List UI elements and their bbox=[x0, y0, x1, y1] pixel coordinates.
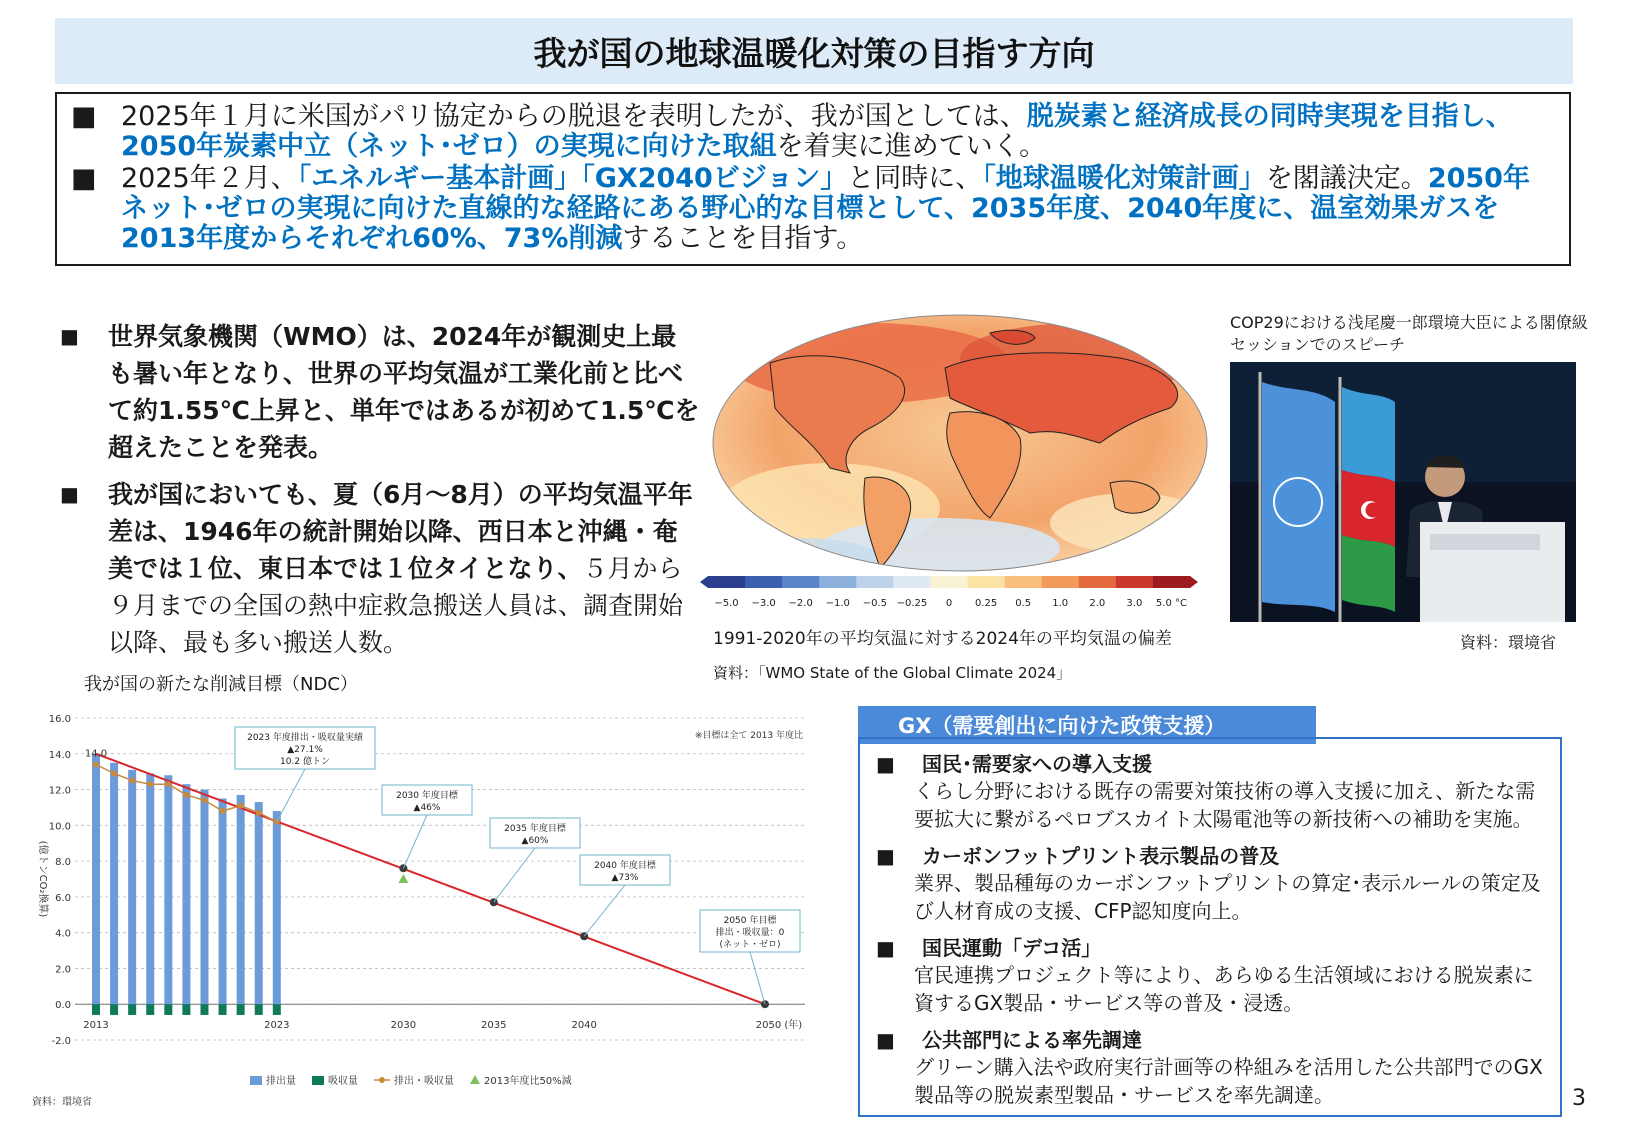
annotation-text: ▲60% bbox=[521, 836, 549, 846]
scale-swatch bbox=[1005, 576, 1043, 588]
x-tick-label: 2030 bbox=[390, 1020, 417, 1032]
scale-swatch bbox=[782, 576, 820, 588]
annotation-leader bbox=[403, 815, 427, 868]
net-point bbox=[129, 778, 135, 784]
color-scale bbox=[700, 576, 1198, 609]
bullet-square: ■ bbox=[876, 936, 895, 960]
annotation-leader bbox=[494, 848, 535, 902]
summary-text: を着実に進めていく。 bbox=[776, 131, 1047, 162]
page-number: 3 bbox=[1572, 1086, 1586, 1111]
removal-bar bbox=[92, 1004, 100, 1015]
bullet-square: ■ bbox=[876, 1028, 895, 1052]
removal-bar bbox=[219, 1004, 227, 1015]
y-tick-label: 6.0 bbox=[55, 892, 71, 904]
gx-box bbox=[858, 737, 1562, 1117]
legend-swatch-fifty bbox=[470, 1075, 480, 1084]
summary-text: 2025年１月に米国がパリ協定からの脱退を表明したが、我が国としては、 bbox=[121, 101, 1027, 132]
annotation-leader bbox=[277, 769, 305, 822]
scale-swatch bbox=[745, 576, 783, 588]
removal-bar bbox=[110, 1004, 118, 1015]
scale-tick-label: 0.25 bbox=[974, 598, 998, 609]
y-tick-label: 4.0 bbox=[55, 928, 71, 940]
annotation-text: 2035 年度目標 bbox=[504, 824, 566, 834]
fact-text: 世界気象機関（WMO）は、2024年が観測史上最も暑い年となり、世界の平均気温が工業化前と比べて約1.55℃上昇と、単年ではあるが初めて1.5℃を超えたことを発表。 bbox=[108, 322, 700, 462]
annotation-leader bbox=[584, 885, 625, 936]
legend-swatch-removal bbox=[312, 1076, 324, 1085]
y-tick-label: -2.0 bbox=[51, 1036, 71, 1047]
fifty-pct-marker bbox=[398, 874, 408, 883]
map-source: 資料：「WMO State of the Global Climate 2024」 bbox=[713, 664, 1072, 682]
scale-tick-label: −0.25 bbox=[896, 598, 928, 609]
removal-bar bbox=[273, 1004, 281, 1015]
emission-bar bbox=[164, 775, 172, 1004]
annotation-text: 2050 年目標 bbox=[723, 916, 777, 926]
minister-speech-photo bbox=[1230, 362, 1576, 622]
gx-item-body: 官民連携プロジェクト等により、あらゆる生活領域における脱炭素に資するGX製品・サービス等の普及・浸透。 bbox=[914, 963, 1534, 1015]
summary-highlight: 「エネルギー基本計画」「GX2040ビジョン」 bbox=[297, 163, 848, 194]
map-svg bbox=[700, 308, 1230, 618]
emission-bar bbox=[146, 773, 154, 1004]
ndc-chart-title: 我が国の新たな削減目標（NDC） bbox=[84, 674, 358, 695]
annotation-text: ▲27.1% bbox=[287, 745, 323, 755]
emission-bar bbox=[92, 754, 100, 1004]
ndc-chart bbox=[30, 700, 840, 1110]
emission-bar bbox=[255, 802, 263, 1004]
gx-item-head: 国民運動「デコ活」 bbox=[922, 936, 1102, 960]
gx-tab: GX（需要創出に向けた政策支援） bbox=[858, 706, 1316, 744]
annotation-text: 2030 年度目標 bbox=[396, 791, 458, 801]
legend-swatch-net-dot bbox=[379, 1077, 385, 1083]
y-tick-label: 16.0 bbox=[48, 714, 71, 725]
fact-text: ５月から９月までの全国の熱中症救急搬送人員は、調査開始以降、最も多い搬送人数。 bbox=[108, 554, 684, 657]
scale-tick-label: 0 bbox=[945, 598, 953, 609]
fact-wmo bbox=[60, 318, 700, 466]
summary-text: と同時に、 bbox=[847, 163, 983, 194]
chart-source: 資料：環境省 bbox=[32, 1097, 92, 1108]
summary-box bbox=[55, 92, 1571, 266]
emission-bar bbox=[200, 790, 208, 1005]
summary-text: 2025年２月、 bbox=[121, 163, 298, 194]
net-point bbox=[111, 770, 117, 776]
photo-illustration bbox=[1230, 362, 1576, 622]
x-tick-label: 2023 bbox=[264, 1020, 290, 1032]
scale-swatch bbox=[1116, 576, 1154, 588]
scale-swatch bbox=[1079, 576, 1117, 588]
removal-bar bbox=[164, 1004, 172, 1015]
legend-label: 排出量 bbox=[266, 1076, 296, 1087]
gx-item-head: 公共部門による率先調達 bbox=[922, 1028, 1142, 1052]
scale-tick-label: 5.0 °C bbox=[1155, 598, 1188, 609]
y-axis-label: (億トンCO₂換算) bbox=[37, 840, 48, 918]
gx-item-head: 国民･需要家への導入支援 bbox=[922, 752, 1152, 776]
gx-item bbox=[876, 751, 1544, 833]
scale-tick-label: −5.0 bbox=[714, 598, 739, 609]
emission-bar bbox=[273, 811, 281, 1004]
y-tick-label: 0.0 bbox=[55, 1000, 71, 1012]
scale-swatch bbox=[708, 576, 746, 588]
y-tick-label: 14.0 bbox=[48, 749, 71, 761]
annotation-text: 10.2 億トン bbox=[280, 757, 330, 767]
removal-bar bbox=[146, 1004, 154, 1015]
summary-highlight: 2050年ネット･ゼロの実現に向けた直線的な経路にある野心的な目標として、2035年度、2040年度に、温室効果ガスを2013年度からそれぞれ60%、73%削減 bbox=[121, 163, 1530, 254]
scale-tick-label: 0.5 bbox=[1015, 598, 1032, 609]
summary-text: することを目指す。 bbox=[622, 223, 864, 254]
legend-label: 排出・吸収量 bbox=[394, 1076, 454, 1087]
fact-text: 我が国においても、夏（6月～8月）の平均気温平年差は、1946年の統計開始以降、西日本と沖縄・奄美では１位、東日本では１位タイとなり、 bbox=[108, 480, 693, 583]
bullet-square: ■ bbox=[876, 752, 895, 776]
net-point bbox=[256, 810, 262, 816]
net-point bbox=[147, 781, 153, 787]
bullet-square: ■ bbox=[60, 324, 79, 348]
net-point bbox=[274, 819, 280, 825]
gx-item-body: 業界、製品種毎のカーボンフットプリントの算定･表示ルールの策定及び人材育成の支援、CFP認知度向上。 bbox=[914, 871, 1541, 923]
ndc-chart-svg bbox=[30, 700, 840, 1110]
scale-tick-label: −3.0 bbox=[751, 598, 776, 609]
bullet-square: ■ bbox=[71, 163, 97, 194]
photo-caption: COP29における浅尾慶一郎環境大臣による閣僚級セッションでのスピーチ bbox=[1230, 313, 1588, 354]
emission-bar bbox=[110, 763, 118, 1005]
annotation-text: ▲73% bbox=[611, 873, 639, 883]
x-tick-label: 2035 bbox=[481, 1020, 507, 1032]
scale-swatch bbox=[968, 576, 1006, 588]
net-point bbox=[201, 797, 207, 803]
chart-note: ※目標は全て 2013 年度比 bbox=[694, 731, 803, 741]
gx-item-body: くらし分野における既存の需要対策技術の導入支援に加え、新たな需要拡大に繋がるペロブスカイト太陽電池等の新技術への補助を実施。 bbox=[914, 779, 1536, 831]
scale-tick-label: 1.0 bbox=[1052, 598, 1069, 609]
net-point bbox=[165, 781, 171, 787]
summary-line-1 bbox=[71, 102, 1555, 162]
annotation-text: 排出・吸収量：0 bbox=[715, 928, 785, 938]
net-point bbox=[183, 792, 189, 798]
y-tick-label: 12.0 bbox=[48, 785, 71, 797]
gx-item bbox=[876, 1027, 1544, 1109]
bullet-square: ■ bbox=[71, 101, 97, 132]
removal-bar bbox=[128, 1004, 136, 1015]
gx-item bbox=[876, 935, 1544, 1017]
scale-tick-label: −1.0 bbox=[825, 598, 850, 609]
emission-bar bbox=[237, 795, 245, 1004]
scale-swatch bbox=[1042, 576, 1080, 588]
legend-swatch-emission bbox=[250, 1076, 262, 1085]
removal-bar bbox=[182, 1004, 190, 1015]
scale-arrow-left bbox=[700, 576, 708, 588]
scale-tick-label: −2.0 bbox=[788, 598, 813, 609]
page-title: 我が国の地球温暖化対策の目指す方向 bbox=[55, 18, 1573, 84]
annotation-leader bbox=[750, 952, 765, 1004]
summary-text: を閣議決定。 bbox=[1265, 163, 1428, 194]
fact-japan bbox=[60, 476, 700, 661]
net-point bbox=[238, 803, 244, 809]
scale-swatch bbox=[893, 576, 931, 588]
summary-highlight: 脱炭素と経済成長の同時実現を目指し、2050年炭素中立（ネット･ゼロ）の実現に向けた取組 bbox=[121, 101, 1513, 162]
bullet-square: ■ bbox=[876, 844, 895, 868]
y-tick-label: 2.0 bbox=[55, 964, 71, 976]
emission-bar bbox=[219, 799, 227, 1005]
net-point bbox=[220, 808, 226, 814]
removal-bar bbox=[255, 1004, 263, 1015]
scale-swatch bbox=[856, 576, 894, 588]
removal-bar bbox=[200, 1004, 208, 1015]
temperature-anomaly-map bbox=[700, 308, 1230, 618]
legend-label: 2013年度比50%減 bbox=[484, 1076, 572, 1087]
first-value-label: 14.0 bbox=[84, 748, 108, 760]
annotation-text: 2023 年度排出・吸収量実績 bbox=[247, 733, 363, 743]
scale-tick-label: −0.5 bbox=[862, 598, 887, 609]
x-tick-label: 2013 bbox=[83, 1020, 109, 1032]
y-tick-label: 10.0 bbox=[48, 821, 71, 833]
gx-item-head: カーボンフットプリント表示製品の普及 bbox=[922, 844, 1280, 868]
annotation-text: 2040 年度目標 bbox=[594, 861, 656, 871]
removal-bar bbox=[237, 1004, 245, 1015]
summary-highlight: 「地球温暖化対策計画」 bbox=[982, 163, 1266, 194]
scale-swatch bbox=[819, 576, 857, 588]
summary-line-2 bbox=[71, 164, 1555, 254]
net-point bbox=[93, 762, 99, 768]
bullet-square: ■ bbox=[60, 482, 79, 506]
gx-item bbox=[876, 843, 1544, 925]
scale-swatch bbox=[930, 576, 968, 588]
annotation-text: ▲46% bbox=[413, 803, 441, 813]
scale-arrow-right bbox=[1190, 576, 1198, 588]
y-tick-label: 8.0 bbox=[55, 857, 71, 869]
climate-facts bbox=[60, 318, 700, 671]
annotation-text: (ネット・ゼロ) bbox=[719, 940, 781, 950]
scale-swatch bbox=[1153, 576, 1191, 588]
emission-bar bbox=[128, 770, 136, 1004]
scale-tick-label: 2.0 bbox=[1089, 598, 1106, 609]
gx-item-body: グリーン購入法や政府実行計画等の枠組みを活用した公共部門でのGX製品等の脱炭素型製品・サービスを率先調達。 bbox=[914, 1055, 1543, 1107]
x-tick-label: 2050 (年) bbox=[755, 1020, 803, 1032]
scale-tick-label: 3.0 bbox=[1126, 598, 1143, 609]
x-tick-label: 2040 bbox=[571, 1020, 597, 1032]
map-caption: 1991-2020年の平均気温に対する2024年の平均気温の偏差 bbox=[713, 629, 1172, 649]
emission-bar bbox=[182, 784, 190, 1004]
photo-source: 資料：環境省 bbox=[1460, 633, 1557, 652]
legend-label: 吸収量 bbox=[328, 1076, 358, 1087]
